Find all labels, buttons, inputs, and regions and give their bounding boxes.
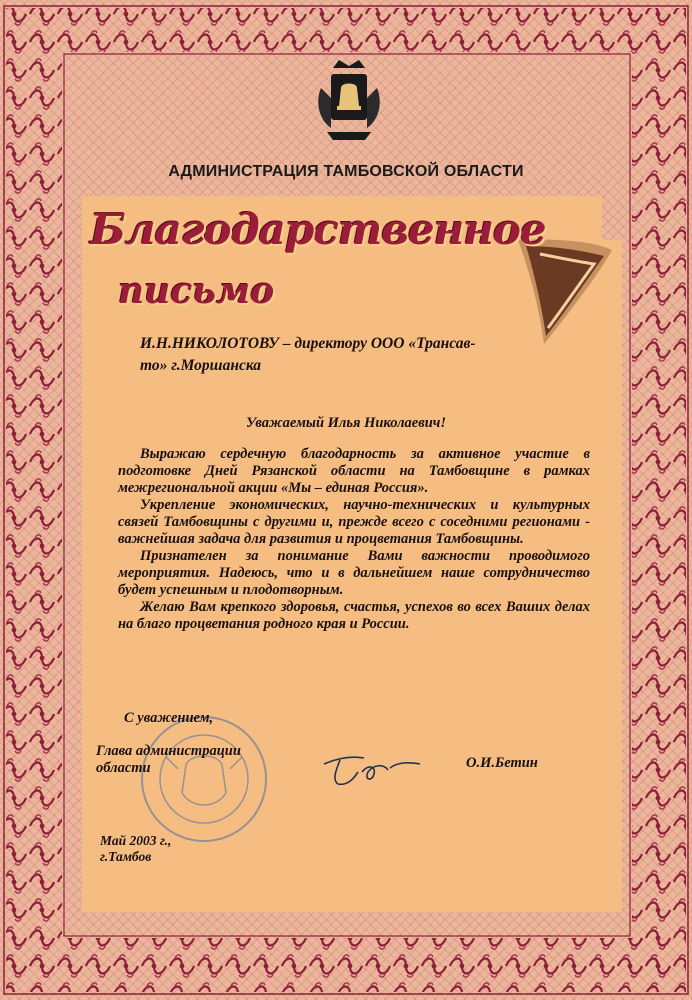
administration-header: АДМИНИСТРАЦИЯ ТАМБОВСКОЙ ОБЛАСТИ [168, 163, 524, 180]
signer-name: О.И.Бетин [466, 755, 538, 771]
position-line-1: Глава администрации [96, 743, 241, 759]
place: г.Тамбов [100, 849, 152, 864]
paragraph: Признателен за понимание Вами важности проводимого мероприятия. Надеюсь, что и в дальнейшем наше сотрудничество будет успешным и плодотворным. [118, 548, 590, 598]
addressee: И.Н.НИКОЛОТОВУ – директору ООО «Трансав-то» г.Моршанска [140, 335, 476, 374]
paragraph: Выражаю сердечную благодарность за активное участие в подготовке Дней Рязанской области на Тамбовщине в рамках межрегиональной акции «Мы – единая Россия». [118, 446, 590, 496]
paragraph: Укрепление экономических, научно-технических и культурных связей Тамбовщины с другими и, прежде всего с соседними регионами - важнейшая задача для развития и процветания Тамбовщины. [118, 497, 590, 547]
title-line-2: письмо [118, 270, 275, 312]
greeting: Уважаемый Илья Николаевич! [245, 415, 447, 431]
coat-of-arms-icon [313, 58, 385, 142]
round-seal-stamp [130, 713, 278, 845]
handwritten-signature [318, 750, 428, 790]
date: Май 2003 г., [100, 833, 172, 848]
regards: С уважением, [124, 710, 214, 726]
title-line-1: Благодарственное [90, 205, 546, 254]
letter-body [118, 446, 590, 633]
position-line-2: области [96, 760, 151, 776]
paragraph: Желаю Вам крепкого здоровья, счастья, успехов во всех Ваших делах на благо процветания родного края и России. [118, 599, 590, 632]
